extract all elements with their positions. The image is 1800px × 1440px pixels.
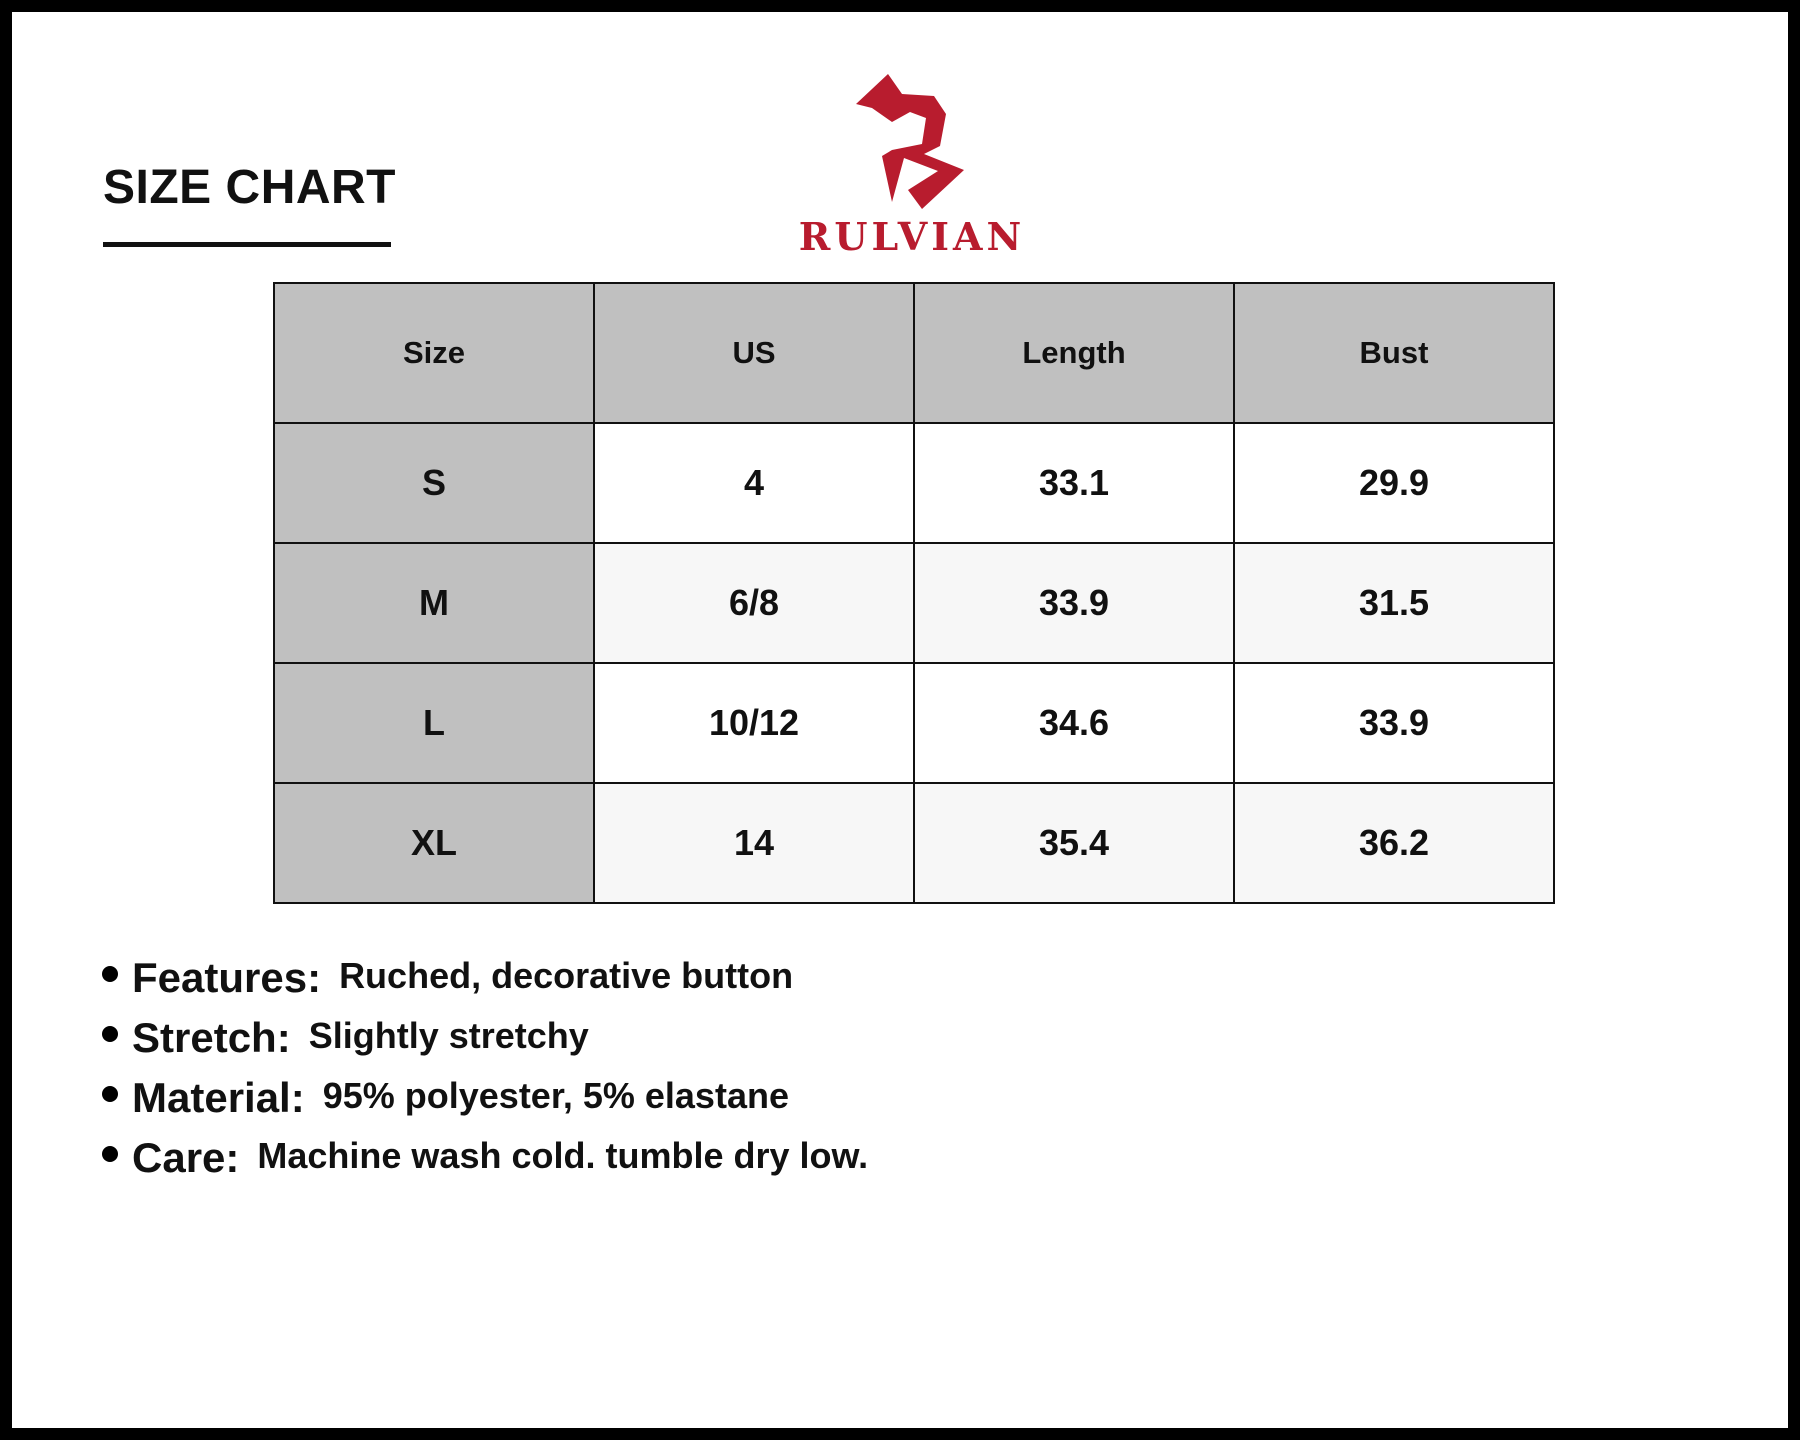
brand-name: RULVIAN: [798, 214, 1026, 259]
cell-us: 4: [594, 423, 914, 543]
cell-us: 6/8: [594, 543, 914, 663]
detail-value-stretch: Slightly stretchy: [308, 1015, 589, 1056]
cell-size: M: [274, 543, 594, 663]
table-header-row: [274, 283, 1554, 423]
size-table: [273, 282, 1555, 904]
bullet-dot-icon: [102, 1026, 118, 1042]
cell-size: S: [274, 423, 594, 543]
header-length: Length: [914, 283, 1234, 423]
header-us: US: [594, 283, 914, 423]
brand-logo: [792, 74, 1032, 259]
cell-size: L: [274, 663, 594, 783]
cell-length: 35.4: [914, 783, 1234, 903]
table-row: [274, 543, 1554, 663]
cell-bust: 29.9: [1234, 423, 1554, 543]
header-bust: Bust: [1234, 283, 1554, 423]
cell-size: XL: [274, 783, 594, 903]
detail-label-features: Features:: [132, 954, 322, 1001]
cell-length: 33.9: [914, 543, 1234, 663]
detail-label-material: Material:: [132, 1074, 305, 1121]
cell-bust: 36.2: [1234, 783, 1554, 903]
bullet-dot-icon: [102, 966, 118, 982]
detail-value-material: 95% polyester, 5% elastane: [322, 1075, 789, 1116]
cell-bust: 33.9: [1234, 663, 1554, 783]
cell-us: 10/12: [594, 663, 914, 783]
detail-value-features: Ruched, decorative button: [339, 955, 794, 996]
detail-label-care: Care:: [132, 1134, 240, 1181]
header-size: Size: [274, 283, 594, 423]
detail-value-care: Machine wash cold. tumble dry low.: [257, 1135, 869, 1176]
table-row: [274, 783, 1554, 903]
table-row: [274, 663, 1554, 783]
r-monogram-logo-icon: [852, 74, 972, 209]
detail-label-stretch: Stretch:: [132, 1014, 291, 1061]
cell-length: 34.6: [914, 663, 1234, 783]
title-underline: [103, 242, 391, 247]
page-title: SIZE CHART: [103, 161, 396, 214]
bullet-dot-icon: [102, 1086, 118, 1102]
cell-us: 14: [594, 783, 914, 903]
bullet-dot-icon: [102, 1146, 118, 1162]
table-row: [274, 423, 1554, 543]
cell-bust: 31.5: [1234, 543, 1554, 663]
cell-length: 33.1: [914, 423, 1234, 543]
